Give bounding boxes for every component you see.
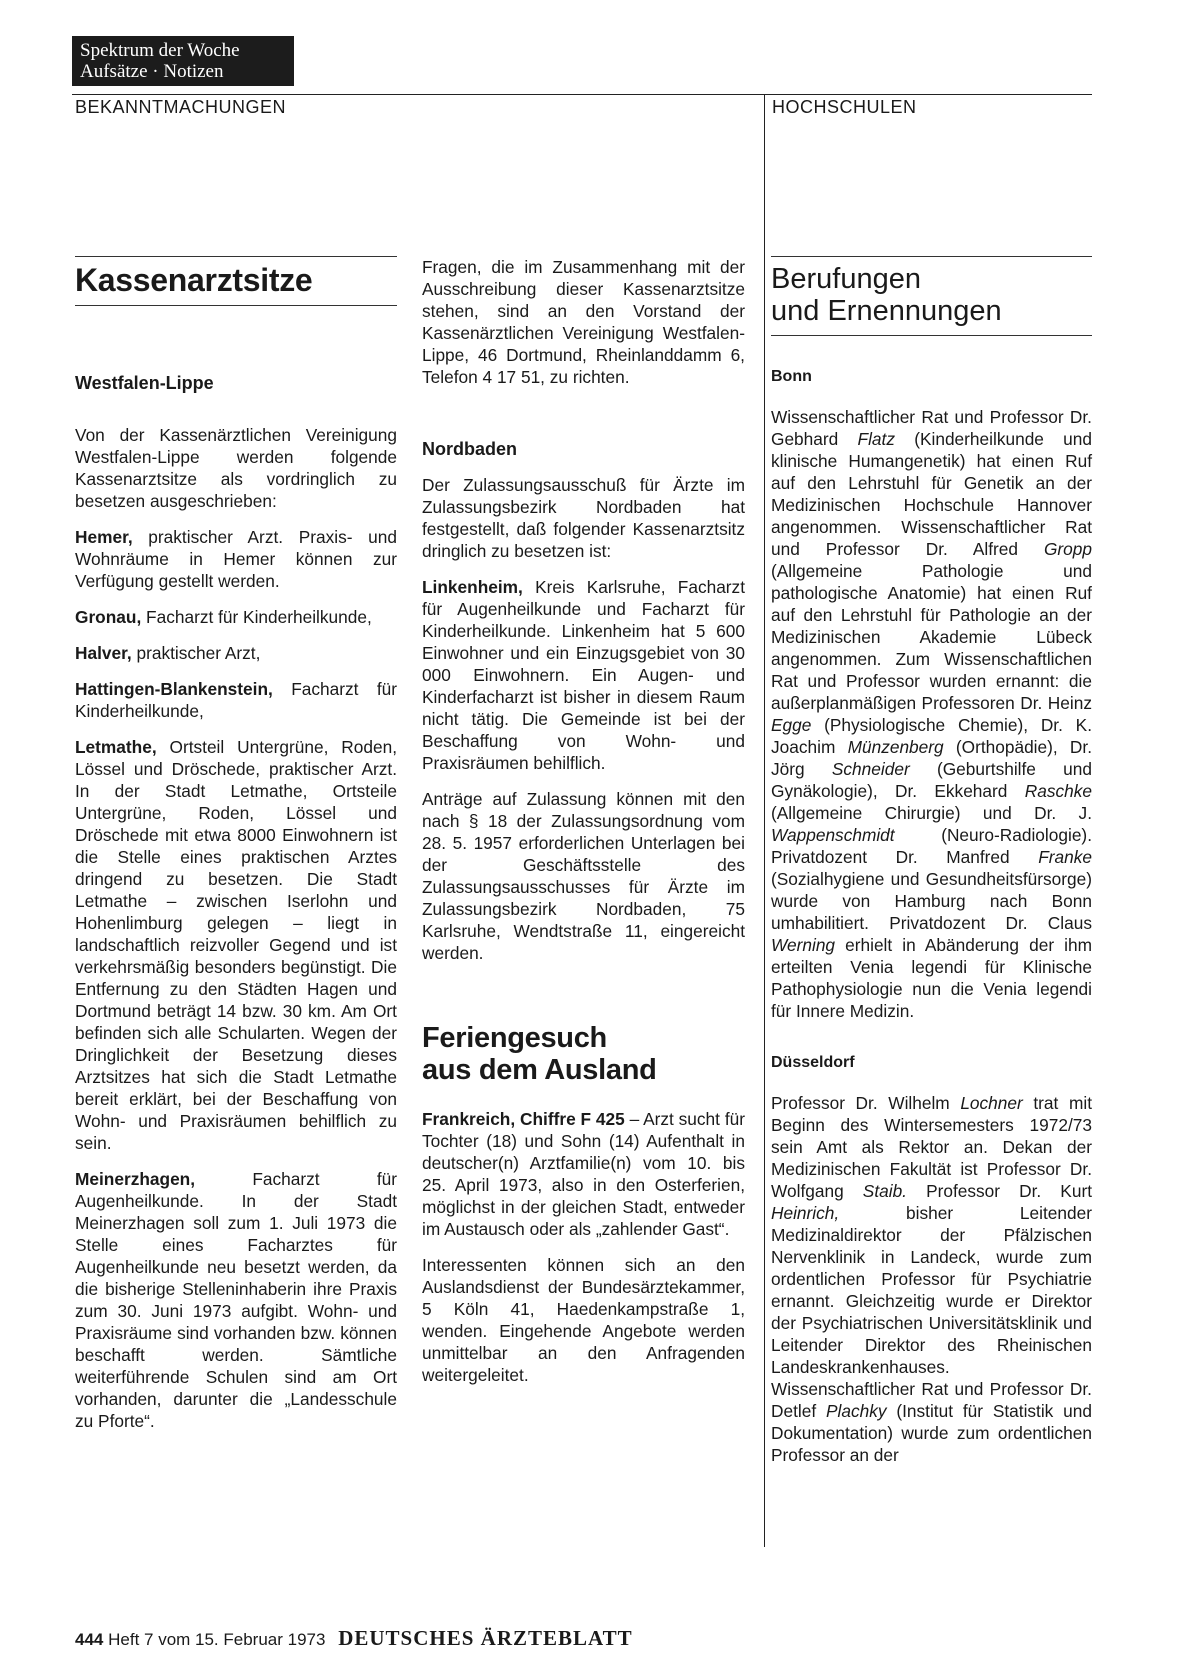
text-run: (Allgemeine Chirurgie) und Dr. J. — [771, 803, 1092, 823]
column-1 — [75, 256, 397, 1432]
text-run: Wissenschaftlicher Rat und Professor Dr. Gebhard — [771, 407, 1092, 449]
page-footer — [75, 1626, 633, 1651]
person-name: Egge — [771, 715, 812, 735]
page-number: 444 — [75, 1630, 104, 1649]
entry-hemer — [75, 526, 397, 592]
title-line: Berufungen — [771, 263, 921, 295]
entry-text: – Arzt sucht für Tochter (18) und Sohn (14) Aufenthalt in deutscher(n) Arztfamilie(n) vom 10. bis 25. April 1973, also in den Osterferien, möglichst in der gleichen Stadt, entweder im Austausch oder als „zahlender Gast“. — [422, 1109, 745, 1239]
section-label-hochschulen: HOCHSCHULEN — [772, 97, 917, 117]
bonn-paragraph — [771, 406, 1092, 1022]
antraege-paragraph: Anträge auf Zulassung können mit den nach § 18 der Zulassungsordnung vom 28. 5. 1957 erforderlichen Unterlagen bei der Geschäftsstelle des Zulassungsausschusses für Ärzte im Zulassungsbezirk Nordbaden, 75 Karlsruhe, Wendtstraße 11, eingereicht werden. — [422, 789, 745, 963]
person-name: Plachky — [825, 1401, 887, 1421]
entry-text: praktischer Arzt. Praxis- und Wohnräume in Hemer können zur Verfügung gestellt werden. — [75, 527, 397, 591]
person-name: Heinrich, — [771, 1203, 840, 1223]
place-name: Gronau, — [75, 607, 142, 627]
entry-text: praktischer Arzt, — [131, 643, 261, 663]
region-heading-nordbaden: Nordbaden — [422, 439, 518, 459]
journal-name: DEUTSCHES ÄRZTEBLATT — [338, 1626, 633, 1650]
city-heading-bonn: Bonn — [771, 368, 812, 385]
entry-text: Facharzt für Kinderheilkunde, — [141, 607, 372, 627]
chiffre-label: Frankreich, Chiffre F 425 — [422, 1109, 625, 1129]
entry-text: Ortsteil Untergrüne, Roden, Lössel und Dröschede, praktischer Arzt. In der Stadt Letmathe, Ortsteile Untergrüne, Roden, Lössel und Dröschede mit etwa 8000 Einwohnern ist die Stelle eines praktischen Arztes dringend zu besetzen. Die Stadt Letmathe – zwischen Iserlohn und Hohenlimburg gelegen – liegt in landschaftlich reizvoller Gegend und ist verkehrsmäßig besonders begünstigt. Die Entfernung zu den Städten Hagen und Dortmund beträgt 14 bzw. 30 km. Am Ort befinden sich alle Schularten. Wegen der Dringlichkeit der Besetzung dieses Arztsitzes hat sich die Stadt Letmathe bereit erklärt, bei der Beschaffung von Wohn- und Praxisräumen behilflich zu sein. — [75, 737, 397, 1153]
place-name: Hattingen-Blankenstein, — [75, 679, 273, 699]
text-run: (Sozialhygiene und Gesundheitsfürsorge) wurde von Hamburg nach Bonn umhabilitiert. Privatdozent Dr. Claus — [771, 869, 1092, 933]
column-2 — [422, 256, 745, 1386]
title-line: aus dem Ausland — [422, 1054, 657, 1086]
section-tag-line1: Spektrum der Woche — [80, 40, 240, 61]
article-title-berufungen — [771, 263, 1092, 327]
city-heading-duesseldorf: Düsseldorf — [771, 1054, 855, 1071]
article-title-kassenarztsitze: Kassenarztsitze — [75, 262, 313, 298]
text-run: erhielt in Abänderung der ihm erteilten Venia legendi für Klinische Pathophysiologie nun die Venia legendi für Innere Medizin. — [771, 935, 1092, 1021]
entry-gronau — [75, 606, 397, 628]
text-run: (Neuro-Radiologie). Privatdozent Dr. Manfred — [771, 825, 1092, 867]
person-name: Raschke — [1024, 781, 1092, 801]
text-run: Professor Dr. Kurt — [907, 1181, 1092, 1201]
person-name: Münzenberg — [847, 737, 944, 757]
issue-info: Heft 7 vom 15. Februar 1973 — [108, 1630, 326, 1649]
entry-hattingen — [75, 678, 397, 722]
entry-text: Kreis Karlsruhe, Facharzt für Augenheilkunde und Facharzt für Kinderheilkunde. Linkenheim hat 5 600 Einwohner und ein Einzugsgebiet von 30 000 Einwohnern. Ein Augen- und Kinderfacharzt ist bisher in diesem Raum nicht tätig. Die Gemeinde ist bei der Beschaffung von Wohn- und Praxisräumen behilflich. — [422, 577, 745, 773]
person-name: Lochner — [960, 1093, 1023, 1113]
person-name: Werning — [771, 935, 836, 955]
intro-paragraph: Von der Kassenärztlichen Vereinigung Westfalen-Lippe werden folgende Kassenarztsitze als vordringlich zu besetzen ausgeschrieben: — [75, 425, 397, 511]
person-name: Staib. — [862, 1181, 907, 1201]
place-name: Halver, — [75, 643, 132, 663]
title-line: und Ernennungen — [771, 295, 1002, 327]
person-name: Franke — [1038, 847, 1092, 867]
fragen-paragraph: Fragen, die im Zusammenhang mit der Ausschreibung dieser Kassenarztsitze stehen, sind an den Vorstand der Kassenärztlichen Vereinigung Westfalen-Lippe, 46 Dortmund, Rheinlanddamm 6, Telefon 4 17 51, zu richten. — [422, 257, 745, 387]
text-run: Professor Dr. Wilhelm — [771, 1093, 961, 1113]
entry-text: Facharzt für Kinderheilkunde, — [75, 679, 397, 721]
person-name: Flatz — [857, 429, 895, 449]
title-line: Feriengesuch — [422, 1022, 607, 1054]
text-run: (Institut für Statistik und Dokumentation) wurde zum ordentlichen Professor an der — [771, 1401, 1092, 1465]
section-tag-line2: Aufsätze · Notizen — [80, 61, 224, 82]
title-rule-top — [75, 256, 397, 257]
region-heading-westfalen: Westfalen-Lippe — [75, 373, 214, 393]
nordbaden-intro: Der Zulassungsausschuß für Ärzte im Zulassungsbezirk Nordbaden hat festgestellt, daß folgender Kassenarztsitz dringlich zu besetzen ist: — [422, 475, 745, 561]
section-label-bekanntmachungen: BEKANNTMACHUNGEN — [75, 97, 287, 117]
entry-frankreich — [422, 1108, 745, 1240]
text-run: (Physiologische Chemie), Dr. K. Joachim — [771, 715, 1092, 757]
title-rule-bottom — [771, 335, 1092, 336]
article-title-feriengesuch — [422, 1022, 745, 1086]
person-name: Wappenschmidt — [771, 825, 895, 845]
entry-meinerzhagen — [75, 1168, 397, 1432]
entry-halver — [75, 642, 397, 664]
text-run: (Orthopädie), Dr. Jörg — [771, 737, 1092, 779]
person-name: Gropp — [1043, 539, 1092, 559]
person-name: Schneider — [831, 759, 910, 779]
title-rule-top — [771, 256, 1092, 257]
section-tag-box — [72, 36, 294, 86]
column-divider — [764, 95, 765, 1547]
place-name: Meinerzhagen, — [75, 1169, 196, 1189]
column-3 — [771, 256, 1092, 1466]
entry-letmathe — [75, 736, 397, 1154]
entry-linkenheim — [422, 576, 745, 774]
text-run: (Geburtshilfe und Gynäkologie), Dr. Ekkehard — [771, 759, 1092, 801]
text-run: trat mit Beginn des Wintersemesters 1972/73 sein Amt als Rektor an. Dekan der Medizinischen Fakultät ist Professor Dr. Wolfgang — [771, 1093, 1092, 1201]
interessenten-paragraph: Interessenten können sich an den Auslandsdienst der Bundesärztekammer, 5 Köln 41, Haedenkampstraße 1, wenden. Eingehende Angebote werden unmittelbar an den Anfragenden weitergeleitet. — [422, 1255, 745, 1385]
title-rule-bottom — [75, 305, 397, 306]
header-rule — [72, 94, 1092, 95]
text-run: (Kinderheilkunde und klinische Humangenetik) hat einen Ruf auf den Lehrstuhl für Genetik an der Medizinischen Hochschule Hannover angenommen. Wissenschaftlicher Rat und Professor Dr. Alfred — [771, 429, 1092, 559]
text-run: (Allgemeine Pathologie und pathologische Anatomie) hat einen Ruf auf den Lehrstuhl für Pathologie an der Medizinischen Akademie Lübeck angenommen. Zum Wissenschaftlichen Rat und Professor wurden ernannt: die außerplanmäßigen Professoren Dr. Heinz — [771, 561, 1092, 713]
place-name: Hemer, — [75, 527, 133, 547]
place-name: Linkenheim, — [422, 577, 523, 597]
text-run: bisher Leitender Medizinaldirektor der Pfälzischen Nervenklinik in Landeck, wurde zum ordentlichen Professor für Psychiatrie ernannt. Gleichzeitig wurde er Direktor der Psychiatrischen Universitätsklinik und Leitender Direktor des Rheinischen Landeskrankenhauses. Wissenschaftlicher Rat und Professor Dr. Detlef — [771, 1203, 1092, 1421]
entry-text: Facharzt für Augenheilkunde. In der Stadt Meinerzhagen soll zum 1. Juli 1973 die Stelle eines Facharztes für Augenheilkunde neu besetzt werden, da die bisherige Stelleninhaberin ihre Praxis zum 30. Juni 1973 aufgibt. Wohn- und Praxisräume sind vorhanden bzw. können beschafft werden. Sämtliche weiterführende Schulen sind am Ort vorhanden, darunter die „Landesschule zu Pforte“. — [75, 1169, 397, 1431]
duesseldorf-paragraph — [771, 1092, 1092, 1466]
place-name: Letmathe, — [75, 737, 157, 757]
